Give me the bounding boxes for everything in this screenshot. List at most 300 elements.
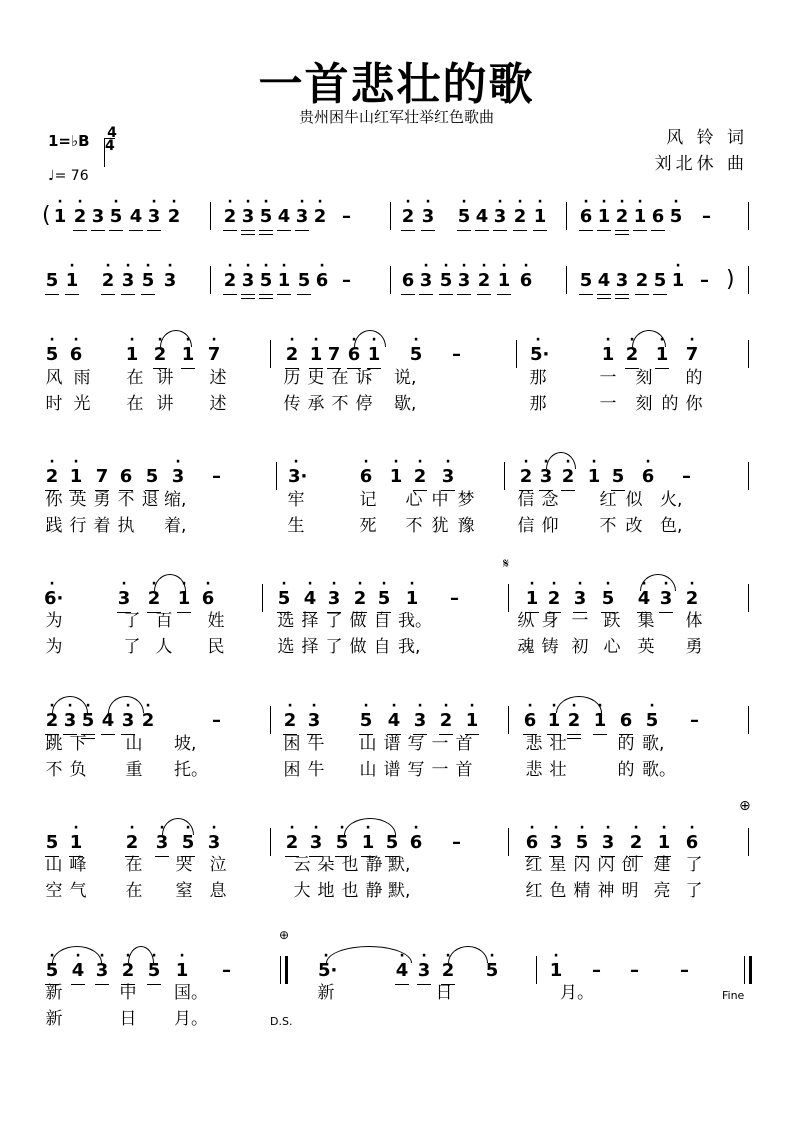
- lyric-char: 大: [293, 881, 311, 901]
- octave-dot: ·: [413, 820, 419, 836]
- underline: [101, 734, 115, 735]
- lyric-char: 亮: [653, 881, 671, 901]
- key-text: 1=♭B: [48, 132, 90, 150]
- lyric-char: 践: [45, 516, 63, 536]
- lyric-char: 不: [45, 760, 63, 780]
- note: 5 ·: [45, 332, 59, 365]
- octave-dot: ·: [689, 332, 695, 348]
- note: 3 ·: [306, 710, 322, 732]
- lyric-char: 自: [373, 637, 391, 657]
- underline: [223, 230, 237, 231]
- note: 1 ·: [68, 832, 84, 854]
- lyric-char: 刻: [635, 368, 653, 388]
- note: 2 ·: [44, 710, 60, 732]
- note: 6 ·: [578, 206, 594, 228]
- underline: [95, 984, 109, 985]
- lyric-char: 色: [549, 881, 567, 901]
- underline: [597, 230, 611, 231]
- underline: [493, 230, 507, 231]
- octave-dot: ·: [399, 948, 405, 964]
- note: 1 ·: [546, 710, 562, 732]
- lyric-char: 不: [599, 516, 617, 536]
- octave-dot: ·: [319, 258, 325, 274]
- octave-dot: ·: [211, 820, 217, 836]
- octave-dot: ·: [551, 576, 557, 592]
- note: 3 ·: [94, 960, 110, 982]
- lyric-char: 火,: [660, 490, 683, 510]
- note: 5: [610, 466, 626, 488]
- note: 3 ·: [538, 466, 554, 488]
- lyric-char: 山: [125, 734, 143, 754]
- note: 1 ·: [68, 466, 84, 488]
- note: 4 ·: [70, 960, 86, 982]
- note: 5 ·: [645, 698, 659, 731]
- lyric-char: 行: [69, 516, 87, 536]
- lyric-char: 史: [307, 368, 325, 388]
- note: 3 ·: [412, 710, 428, 732]
- note: 3 ·: [120, 710, 136, 732]
- note: 5 ·: [669, 194, 683, 227]
- note: 4: [276, 206, 292, 228]
- note: 6 ·: [524, 832, 540, 854]
- lyric-char: 光: [73, 394, 91, 414]
- lyric-char: 豫: [457, 516, 475, 536]
- note: 6 ·: [522, 710, 538, 732]
- note: 5 ·: [146, 960, 162, 982]
- note: 5: [384, 832, 400, 854]
- note: 3 ·: [240, 206, 256, 228]
- underline: [241, 234, 255, 235]
- lyric-char: 的: [617, 734, 635, 754]
- octave-dot: ·: [413, 332, 419, 348]
- lyric-char: 为: [45, 611, 63, 631]
- octave-dot: ·: [363, 698, 369, 714]
- lyric-char: 民: [207, 637, 225, 657]
- barline: [390, 266, 391, 294]
- lyric-char: 山: [45, 855, 63, 875]
- underline: [401, 294, 415, 295]
- dash: –: [222, 960, 231, 981]
- octave-dot: ·: [443, 258, 449, 274]
- note: 6· ·: [44, 576, 64, 609]
- lyric-char: 创: [621, 855, 639, 875]
- lyric-char: 纵: [517, 611, 535, 631]
- barline: [270, 706, 271, 734]
- lyric-char: 神: [597, 881, 615, 901]
- note: 1 ·: [587, 454, 601, 487]
- lyric-char: 死: [359, 516, 377, 536]
- note: 5 ·: [44, 960, 60, 982]
- note: 2 ·: [100, 270, 116, 292]
- note: 1 ·: [532, 206, 548, 228]
- lyric-char: 传: [283, 394, 301, 414]
- note: 3: [90, 206, 106, 228]
- note: 5 ·: [574, 832, 590, 854]
- octave-dot: ·: [67, 698, 73, 714]
- octave-dot: ·: [565, 454, 571, 470]
- underline: [567, 738, 581, 739]
- note: 2 ·: [222, 206, 238, 228]
- lyric-char: 建: [653, 855, 671, 875]
- barline: [536, 956, 537, 984]
- lyric-char: 了: [325, 637, 343, 657]
- dash: –: [452, 344, 461, 365]
- octave-dot: ·: [381, 576, 387, 592]
- note: 2 ·: [560, 466, 576, 488]
- lyric-char: 我,: [398, 637, 421, 657]
- note: 4: [596, 270, 612, 292]
- note: 2 ·: [352, 588, 368, 610]
- octave-dot: ·: [619, 194, 625, 210]
- lyric-char: 初: [571, 637, 589, 657]
- lyric-char: 云: [293, 855, 311, 875]
- octave-dot: ·: [421, 948, 427, 964]
- underline: [615, 294, 629, 295]
- lyric-char: 下: [69, 734, 87, 754]
- underline: [579, 294, 593, 295]
- lyric-char: 一: [599, 394, 617, 414]
- note: 2 ·: [628, 832, 644, 854]
- octave-dot: ·: [689, 576, 695, 592]
- lyric-char: 泣: [209, 855, 227, 875]
- lyric-char: 勇: [685, 637, 703, 657]
- note: 2 ·: [222, 270, 238, 292]
- underline: [457, 230, 471, 231]
- note: 2: [634, 270, 650, 292]
- note: 3: [614, 270, 630, 292]
- underline: [597, 298, 611, 299]
- octave-dot: ·: [49, 948, 55, 964]
- octave-dot: ·: [281, 258, 287, 274]
- underline: [177, 612, 191, 613]
- barline: [748, 584, 749, 612]
- octave-dot: ·: [423, 258, 429, 274]
- tempo-marking: ♩= 76: [48, 168, 89, 184]
- octave-dot: ·: [469, 698, 475, 714]
- underline: [475, 230, 489, 231]
- lyric-char: 生: [287, 516, 305, 536]
- lyric-char: 刻: [635, 394, 653, 414]
- lyric-char: 窒: [175, 881, 193, 901]
- lyric-char: 你: [45, 490, 63, 510]
- barline: [270, 340, 271, 368]
- note: 4: [474, 206, 490, 228]
- dash: –: [450, 588, 459, 609]
- octave-dot: ·: [49, 454, 55, 470]
- underline: [259, 234, 273, 235]
- octave-dot: ·: [99, 948, 105, 964]
- note: 6 ·: [201, 576, 215, 609]
- note: 1 ·: [632, 206, 648, 228]
- key-signature: [48, 125, 117, 158]
- note: 1 ·: [276, 270, 292, 292]
- note: 7: [94, 466, 110, 488]
- note: 5: [44, 270, 60, 292]
- lyric-char: 闪: [573, 855, 591, 875]
- dash: –: [700, 270, 709, 291]
- lyric-char: 谱: [383, 734, 401, 754]
- note: 1 ·: [656, 832, 672, 854]
- lyric-char: 悲: [525, 734, 543, 754]
- lyric-char: 重: [125, 760, 143, 780]
- octave-dot: ·: [159, 820, 165, 836]
- octave-dot: ·: [105, 258, 111, 274]
- note: 5· ·: [530, 332, 550, 365]
- octave-dot: ·: [645, 454, 651, 470]
- note: 3 ·: [240, 270, 256, 292]
- composer-credit: 刘北休 曲: [654, 154, 748, 174]
- note: 7 ·: [207, 332, 221, 365]
- octave-dot: ·: [245, 258, 251, 274]
- note: 1 ·: [671, 258, 685, 291]
- note: 2 ·: [412, 466, 428, 488]
- paren: ): [726, 267, 735, 292]
- dash: –: [212, 466, 221, 487]
- note: 3 ·: [308, 832, 324, 854]
- note: 1 ·: [366, 344, 382, 366]
- octave-dot: ·: [289, 820, 295, 836]
- octave-dot: ·: [49, 576, 55, 592]
- lyric-char: 择: [301, 637, 319, 657]
- note: 1 ·: [654, 344, 670, 366]
- note: 3 ·: [492, 206, 508, 228]
- underline: [651, 230, 665, 231]
- octave-dot: ·: [49, 332, 55, 348]
- lyric-char: 历: [283, 368, 301, 388]
- note: 7 ·: [685, 332, 699, 365]
- note: 1 ·: [464, 710, 480, 732]
- note: 5 ·: [358, 710, 374, 732]
- note: 3 ·: [572, 588, 588, 610]
- underline: [277, 294, 291, 295]
- lyric-char: 新: [45, 983, 63, 1003]
- note: 5 ·: [258, 206, 274, 228]
- octave-dot: ·: [591, 454, 597, 470]
- octave-dot: ·: [637, 194, 643, 210]
- note: 6 ·: [346, 344, 362, 366]
- lyric-char: 一: [571, 611, 589, 631]
- octave-dot: ·: [551, 698, 557, 714]
- dash: –: [690, 710, 699, 731]
- octave-dot: ·: [497, 194, 503, 210]
- lyric-char: 写: [407, 760, 425, 780]
- underline: [615, 234, 629, 235]
- note: 6: [118, 466, 134, 488]
- note: 3 ·: [440, 466, 456, 488]
- time-bottom: 4: [104, 138, 115, 167]
- underline: [439, 294, 453, 295]
- lyric-char: 做: [349, 637, 367, 657]
- lyric-char: 中: [119, 983, 137, 1003]
- underline: [109, 230, 123, 231]
- lyric-char: 选: [277, 637, 295, 657]
- octave-dot: ·: [425, 194, 431, 210]
- score-row: [0, 572, 793, 620]
- octave-dot: ·: [537, 194, 543, 210]
- lyric-char: 月。: [174, 1009, 208, 1029]
- octave-dot: ·: [69, 258, 75, 274]
- octave-dot: ·: [641, 576, 647, 592]
- note: 2 ·: [438, 710, 454, 732]
- lyric-char: 选: [277, 611, 295, 631]
- segno-sign: 𝄋: [503, 556, 510, 572]
- lyric-char: 的: [685, 368, 703, 388]
- lyric-char: 牛: [307, 734, 325, 754]
- note: 5 ·: [600, 588, 616, 610]
- lyricist-credit: 风 铃 词: [666, 128, 748, 148]
- lyric-char: 心: [603, 637, 621, 657]
- note: 3 ·: [154, 832, 170, 854]
- note: 1 ·: [360, 832, 376, 854]
- note: 2 ·: [440, 960, 456, 982]
- octave-dot: ·: [523, 258, 529, 274]
- note: 3 ·: [658, 588, 674, 610]
- note: 3 ·: [456, 270, 472, 292]
- dash: –: [680, 960, 689, 981]
- underline: [73, 230, 87, 231]
- lyric-char: 犹: [431, 516, 449, 536]
- underline: [395, 984, 409, 985]
- underline: [121, 294, 135, 295]
- note: 6: [400, 270, 416, 292]
- lyric-char: 歌。: [642, 760, 676, 780]
- octave-dot: ·: [129, 820, 135, 836]
- lyric-char: 改: [625, 516, 643, 536]
- underline: [635, 294, 649, 295]
- note: 1 ·: [496, 270, 512, 292]
- note: 6 ·: [315, 258, 329, 291]
- lyric-char: 了: [123, 611, 141, 631]
- dash: –: [592, 960, 601, 981]
- lyric-char: 哭: [175, 855, 193, 875]
- dash: –: [212, 710, 221, 731]
- slur: [52, 696, 88, 713]
- octave-dot: ·: [535, 332, 541, 348]
- note: 2 ·: [141, 698, 155, 731]
- underline: [71, 984, 85, 985]
- octave-dot: ·: [675, 258, 681, 274]
- note: 2 ·: [400, 206, 416, 228]
- underline: [259, 294, 273, 295]
- underline: [147, 984, 161, 985]
- octave-dot: ·: [145, 258, 151, 274]
- note: 1 ·: [125, 332, 139, 365]
- barline: [504, 462, 505, 490]
- lyric-char: 英: [69, 490, 87, 510]
- note: 4 ·: [302, 588, 318, 610]
- note: 6: [650, 206, 666, 228]
- octave-dot: ·: [489, 948, 495, 964]
- lyric-char: 悲: [525, 760, 543, 780]
- lyric-char: 首: [455, 760, 473, 780]
- lyric-char: 空: [45, 881, 63, 901]
- barline: [276, 462, 277, 490]
- octave-dot: ·: [393, 454, 399, 470]
- note: 6: [618, 710, 634, 732]
- note: 2 ·: [512, 206, 528, 228]
- lyric-char: 着: [93, 516, 111, 536]
- note: 2 ·: [284, 344, 300, 366]
- underline: [241, 294, 255, 295]
- barline: [390, 202, 391, 230]
- note: 2 ·: [313, 194, 327, 227]
- note: 5 ·: [276, 588, 292, 610]
- note: 5 ·: [485, 948, 499, 981]
- lyric-char: 做: [349, 611, 367, 631]
- underline: [653, 294, 667, 295]
- note: 5 ·: [180, 832, 196, 854]
- note: 6 ·: [685, 820, 699, 853]
- lyric-char: 集: [637, 611, 655, 631]
- note: 4: [128, 206, 144, 228]
- underline: [655, 368, 669, 369]
- note: 3 ·: [116, 588, 132, 610]
- octave-dot: ·: [461, 258, 467, 274]
- octave-dot: ·: [299, 194, 305, 210]
- note: 5 ·: [376, 588, 392, 610]
- note: 1 ·: [308, 344, 324, 366]
- lyric-char: 似: [625, 490, 643, 510]
- lyric-char: 跃: [603, 611, 621, 631]
- lyric-char: 日: [435, 983, 453, 1003]
- octave-dot: ·: [171, 194, 177, 210]
- lyric-char: 了: [685, 881, 703, 901]
- final-barline: [744, 956, 752, 984]
- note: 3 ·: [420, 206, 436, 228]
- barline: [748, 266, 749, 294]
- underline: [457, 294, 471, 295]
- octave-dot: ·: [363, 454, 369, 470]
- octave-dot: ·: [73, 332, 79, 348]
- paren: (: [42, 203, 51, 228]
- octave-dot: ·: [185, 820, 191, 836]
- underline: [593, 734, 607, 735]
- octave-dot: ·: [313, 332, 319, 348]
- note: 3 ·: [326, 588, 342, 610]
- lyric-char: 铸: [541, 637, 559, 657]
- score-row: [0, 254, 793, 302]
- lyric-char: 风: [45, 368, 63, 388]
- octave-dot: ·: [125, 258, 131, 274]
- lyric-char: 缩,: [164, 490, 187, 510]
- octave-dot: ·: [175, 454, 181, 470]
- barline: [210, 266, 211, 294]
- barline: [748, 340, 749, 368]
- underline: [277, 230, 291, 231]
- lyric-char: 月。: [560, 983, 594, 1003]
- octave-dot: ·: [167, 258, 173, 274]
- underline: [477, 294, 491, 295]
- octave-dot: ·: [583, 194, 589, 210]
- barline: [210, 202, 211, 230]
- note: 3 ·: [548, 832, 564, 854]
- underline: [259, 230, 273, 231]
- lyric-char: 我。: [398, 611, 432, 631]
- note: 2 ·: [152, 344, 168, 366]
- lyric-char: 气: [69, 881, 87, 901]
- lyric-char: 壮: [549, 734, 567, 754]
- octave-dot: ·: [659, 332, 665, 348]
- lyric-char: 了: [123, 637, 141, 657]
- barline: [748, 202, 749, 230]
- lyric-char: 你: [685, 394, 703, 414]
- lyric-char: 写: [407, 734, 425, 754]
- lyric-char: 中: [431, 490, 449, 510]
- note: 1 ·: [601, 332, 615, 365]
- underline: [181, 368, 195, 369]
- octave-dot: ·: [351, 332, 357, 348]
- dash: –: [452, 832, 461, 853]
